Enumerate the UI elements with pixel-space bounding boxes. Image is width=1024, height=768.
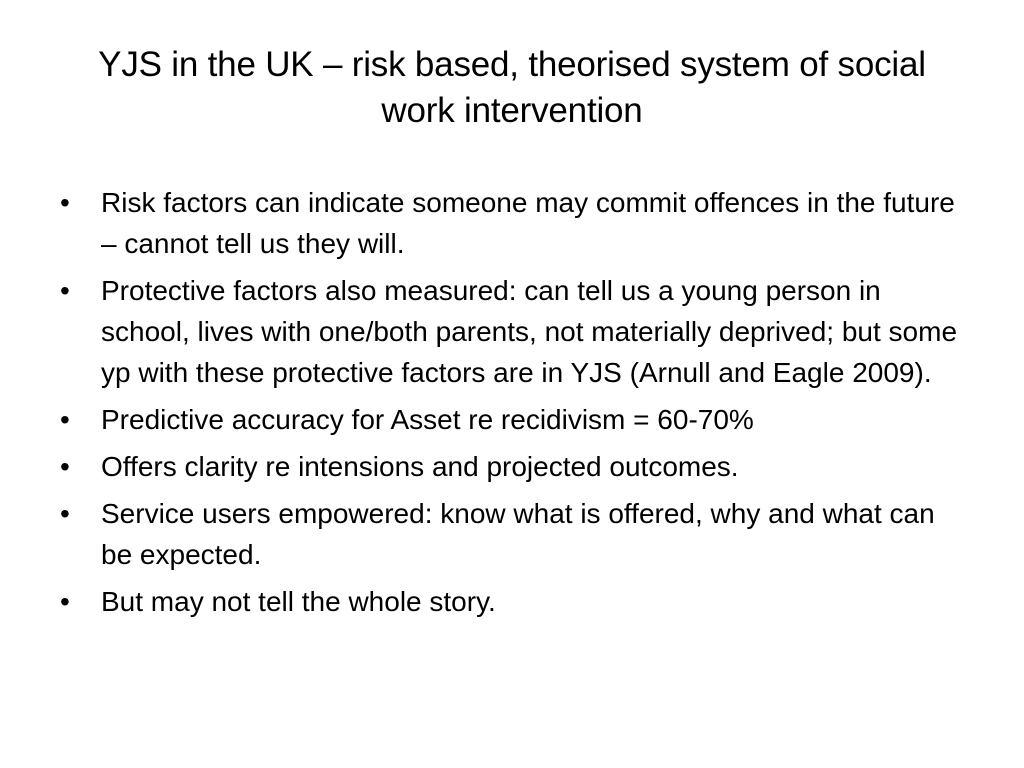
- bullet-icon: •: [60, 187, 70, 218]
- bullet-text: Predictive accuracy for Asset re recidivism = 60-70%: [101, 404, 754, 435]
- bullet-icon: •: [60, 275, 70, 306]
- bullet-item: [60, 446, 964, 487]
- bullet-text: Offers clarity re intensions and projected outcomes.: [101, 451, 739, 482]
- bullet-item: [60, 182, 964, 264]
- bullet-text: But may not tell the whole story.: [101, 586, 496, 617]
- bullet-item: [60, 581, 964, 622]
- bullet-icon: •: [60, 586, 70, 617]
- bullet-item: [60, 270, 964, 393]
- bullet-icon: •: [60, 404, 70, 435]
- bullet-list: [60, 182, 964, 628]
- bullet-item: [60, 399, 964, 440]
- bullet-text: Risk factors can indicate someone may commit offences in the future – cannot tell us they will.: [101, 187, 955, 259]
- bullet-text: Protective factors also measured: can tell us a young person in school, lives with one/both parents, not materially deprived; but some yp with these protective factors are in YJS (Arnull and Eagle 2009).: [101, 275, 958, 388]
- slide-title: YJS in the UK – risk based, theorised system of social work intervention: [98, 45, 926, 130]
- bullet-text: Service users empowered: know what is offered, why and what can be expected.: [101, 498, 935, 570]
- bullet-icon: •: [60, 498, 70, 529]
- bullet-item: [60, 493, 964, 575]
- bullet-icon: •: [60, 451, 70, 482]
